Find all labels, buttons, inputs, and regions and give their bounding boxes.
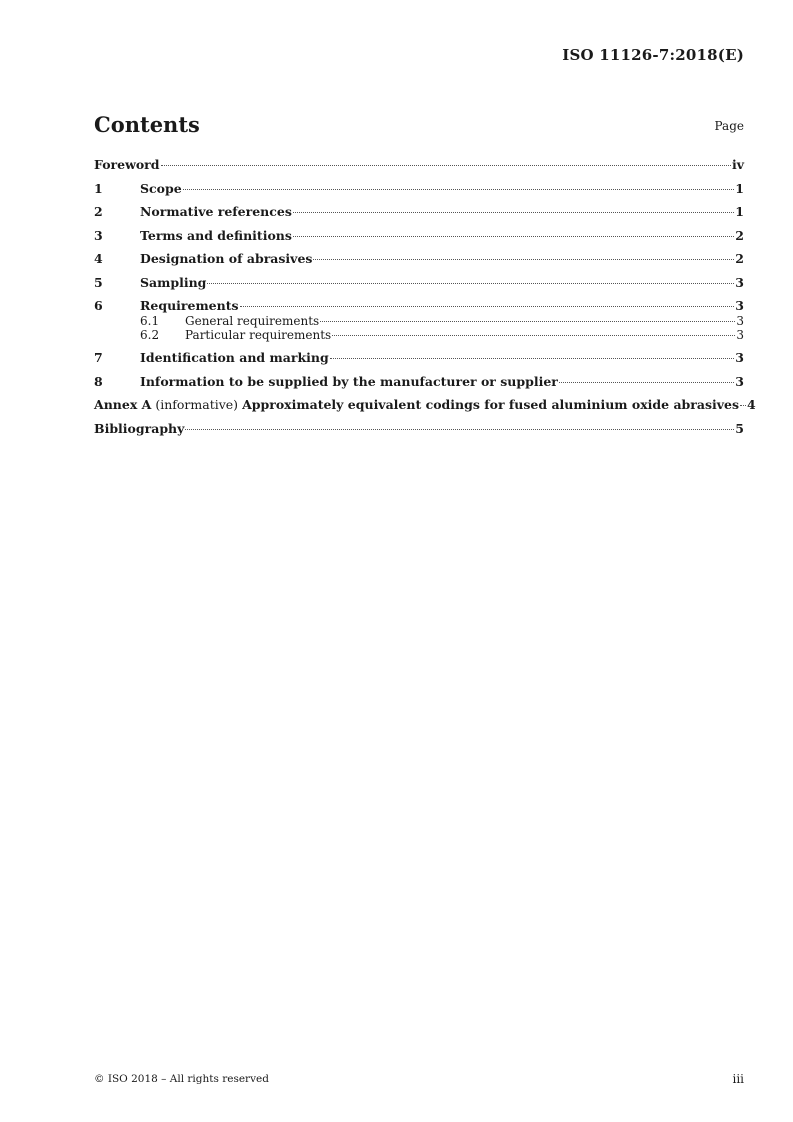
toc-entry-title: Particular requirements bbox=[185, 328, 332, 342]
toc-entry-page: 2 bbox=[735, 251, 744, 266]
toc-entry-title: Information to be supplied by the manufacturer or supplier bbox=[140, 373, 558, 389]
toc-entry-foreword[interactable] bbox=[94, 156, 744, 173]
toc-subentry-general-requirements[interactable] bbox=[94, 314, 744, 328]
toc-entry-page: 3 bbox=[735, 373, 744, 389]
dot-leader bbox=[185, 429, 734, 430]
toc-entry-page: 3 bbox=[735, 298, 744, 313]
contents-title: Contents bbox=[94, 112, 200, 137]
toc-entry-title: Requirements bbox=[140, 298, 239, 313]
dot-leader bbox=[161, 165, 731, 166]
toc-entry-normative-references[interactable] bbox=[94, 203, 744, 220]
page-column-label: Page bbox=[714, 119, 744, 133]
toc-entry-title: Sampling bbox=[140, 274, 207, 290]
dot-leader bbox=[320, 321, 735, 322]
toc-entry-information-to-be-supplied[interactable] bbox=[94, 373, 744, 390]
dot-leader bbox=[207, 283, 734, 284]
dot-leader bbox=[313, 259, 734, 260]
toc-entry-number: 1 bbox=[94, 180, 103, 196]
toc-entry-scope[interactable] bbox=[94, 180, 744, 197]
toc-entry-annex-a[interactable] bbox=[94, 396, 756, 413]
toc-entry-number: 2 bbox=[94, 204, 103, 219]
toc-entry-number: 8 bbox=[94, 373, 103, 389]
toc-entry-number: 4 bbox=[94, 251, 103, 266]
toc-entry-title: Bibliography bbox=[94, 420, 185, 436]
toc-entry-title: Scope bbox=[140, 180, 182, 196]
toc-entry-title: General requirements bbox=[185, 314, 320, 328]
dot-leader bbox=[332, 335, 735, 336]
toc-entry-number: 7 bbox=[94, 350, 103, 365]
toc-entry-page: 3 bbox=[736, 328, 744, 342]
toc-entry-designation-of-abrasives[interactable] bbox=[94, 250, 744, 267]
toc-entry-page: 4 bbox=[747, 397, 756, 412]
toc-entry-title: Foreword bbox=[94, 157, 160, 172]
toc-entry-requirements[interactable] bbox=[94, 297, 744, 314]
toc-entry-terms-and-definitions[interactable] bbox=[94, 227, 744, 244]
toc-entry-page: 1 bbox=[735, 204, 744, 219]
toc-entry-identification-and-marking[interactable] bbox=[94, 349, 744, 366]
toc-entry-sampling[interactable] bbox=[94, 274, 744, 291]
dot-leader bbox=[740, 405, 746, 406]
toc-entry-bibliography[interactable] bbox=[94, 420, 744, 437]
toc-entry-number: 6 bbox=[94, 298, 103, 313]
dot-leader bbox=[240, 306, 735, 307]
toc-subentry-particular-requirements[interactable] bbox=[94, 328, 744, 342]
annex-label: Annex A bbox=[94, 397, 152, 412]
toc-entry-title: Normative references bbox=[140, 204, 292, 219]
toc-entry-number: 6.1 bbox=[140, 314, 160, 328]
toc-entry-page: 3 bbox=[735, 350, 744, 365]
dot-leader bbox=[330, 358, 735, 359]
toc-entry-title: Approximately equivalent codings for fused aluminium oxide abrasives bbox=[242, 397, 740, 412]
dot-leader bbox=[293, 212, 734, 213]
toc-entry-page: 2 bbox=[735, 227, 744, 243]
toc-entry-title: Terms and definitions bbox=[140, 227, 292, 243]
footer-copyright: © ISO 2018 – All rights reserved bbox=[94, 1073, 269, 1085]
annex-note: (informative) bbox=[155, 397, 239, 412]
toc-entry-number: 6.2 bbox=[140, 328, 160, 342]
toc-entry-page: 3 bbox=[736, 314, 744, 328]
toc-entry-page: 3 bbox=[735, 274, 744, 290]
toc-entry-title: Designation of abrasives bbox=[140, 251, 313, 266]
dot-leader bbox=[183, 189, 735, 190]
footer-page-number: iii bbox=[732, 1072, 744, 1086]
toc-entry-title: Identification and marking bbox=[140, 350, 329, 365]
toc-entry-page: 5 bbox=[735, 420, 744, 436]
toc-entry-page: iv bbox=[731, 157, 744, 172]
dot-leader bbox=[559, 382, 734, 383]
document-id: ISO 11126-7:2018(E) bbox=[562, 46, 744, 64]
dot-leader bbox=[293, 236, 734, 237]
toc-entry-page: 1 bbox=[735, 180, 744, 196]
toc-entry-number: 3 bbox=[94, 227, 103, 243]
table-of-contents bbox=[94, 156, 756, 443]
toc-entry-number: 5 bbox=[94, 274, 103, 290]
